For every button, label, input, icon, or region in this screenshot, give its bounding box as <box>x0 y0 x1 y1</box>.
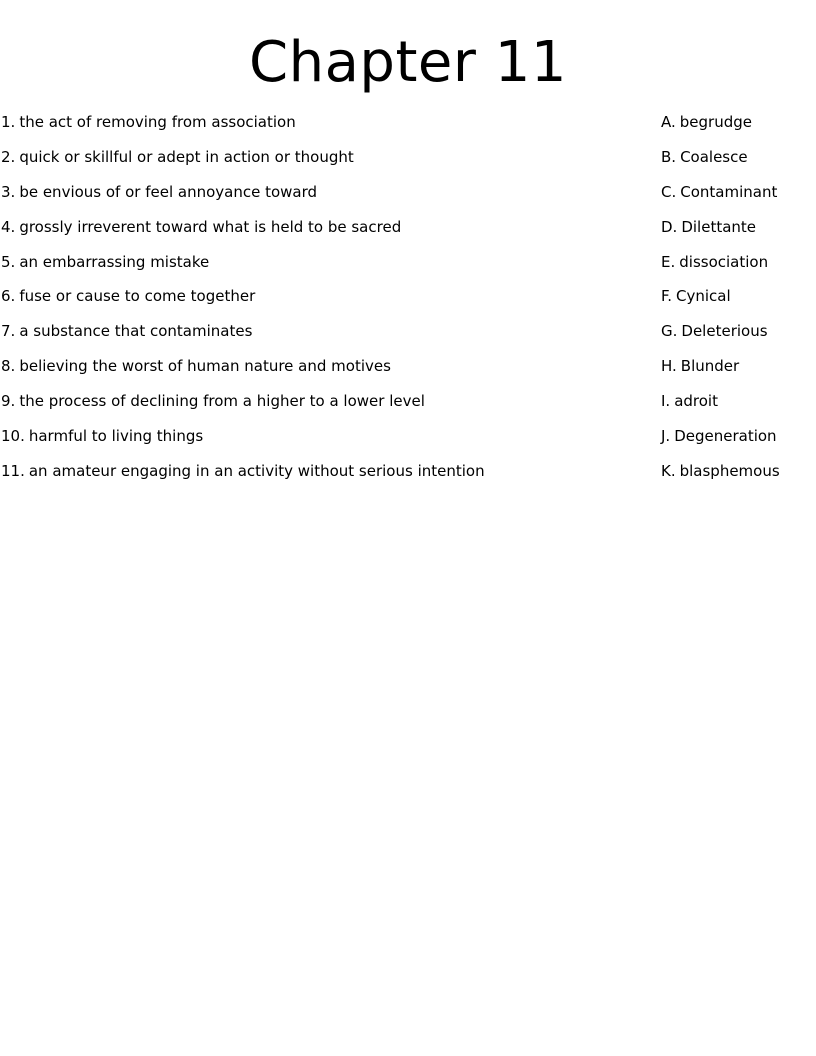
clue-list <box>1 112 641 496</box>
clue-text: the act of removing from association <box>19 113 296 131</box>
answer-letter: B. <box>661 147 677 166</box>
answer-letter: E. <box>661 252 676 271</box>
clue-item <box>1 147 641 182</box>
clue-text: be envious of or feel annoyance toward <box>19 182 318 201</box>
clue-item <box>1 461 641 496</box>
answer-item <box>661 217 811 252</box>
answer-word: Cynical <box>676 287 731 306</box>
answer-item <box>661 356 811 391</box>
clue-number: 3. <box>1 182 16 201</box>
answer-list <box>661 112 811 496</box>
answer-word: dissociation <box>679 252 769 271</box>
answer-word: adroit <box>674 392 718 411</box>
clue-number: 9. <box>1 392 16 411</box>
answer-item <box>661 182 811 217</box>
clue-number: 8. <box>1 357 16 376</box>
clue-item <box>1 356 641 391</box>
clue-text: an amateur engaging in an activity without serious intention <box>28 461 485 480</box>
clue-item <box>1 217 641 252</box>
answer-letter: K. <box>661 461 676 480</box>
answer-item <box>661 426 811 461</box>
clue-item <box>1 286 641 321</box>
answer-word: Dilettante <box>681 217 757 236</box>
answer-letter: G. <box>661 322 678 341</box>
answer-letter: H. <box>661 357 677 376</box>
answer-word: Contaminant <box>680 182 778 201</box>
answer-letter: J. <box>661 427 671 446</box>
clue-text: quick or skillful or adept in action or thought <box>19 147 354 166</box>
answer-word: Degeneration <box>674 427 777 446</box>
answer-item <box>661 391 811 426</box>
clue-item <box>1 426 641 461</box>
clue-number: 2. <box>1 147 16 166</box>
answer-item <box>661 461 811 496</box>
answer-letter: C. <box>661 182 677 201</box>
answer-letter: F. <box>661 287 672 306</box>
clue-item <box>1 182 641 217</box>
answer-word: begrudge <box>679 113 752 131</box>
clue-text: harmful to living things <box>28 427 204 446</box>
page-title: Chapter 11 <box>249 30 567 95</box>
clue-text: the process of declining from a higher to a lower level <box>19 392 425 411</box>
clue-number: 7. <box>1 322 16 341</box>
clue-text: grossly irreverent toward what is held to be sacred <box>19 217 402 236</box>
answer-word: Deleterious <box>681 322 768 341</box>
clue-item <box>1 321 641 356</box>
clue-text: believing the worst of human nature and motives <box>19 357 391 376</box>
clue-item <box>1 112 641 147</box>
clue-number: 5. <box>1 252 16 271</box>
answer-word: Blunder <box>680 357 740 376</box>
clue-text: a substance that contaminates <box>19 322 253 341</box>
clue-number: 6. <box>1 287 16 306</box>
answer-letter: D. <box>661 217 678 236</box>
answer-item <box>661 147 811 182</box>
answer-item <box>661 286 811 321</box>
clue-text: fuse or cause to come together <box>19 287 256 306</box>
answer-item <box>661 252 811 287</box>
clue-number: 10. <box>1 427 25 446</box>
answer-item <box>661 112 811 147</box>
clue-number: 1. <box>1 113 16 131</box>
answer-item <box>661 321 811 356</box>
answer-letter: A. <box>661 113 676 131</box>
answer-letter: I. <box>661 392 671 411</box>
clue-number: 11. <box>1 461 25 480</box>
clue-item <box>1 252 641 287</box>
answer-word: Coalesce <box>680 147 748 166</box>
clue-number: 4. <box>1 217 16 236</box>
clue-item <box>1 391 641 426</box>
answer-word: blasphemous <box>679 461 780 480</box>
clue-text: an embarrassing mistake <box>19 252 210 271</box>
